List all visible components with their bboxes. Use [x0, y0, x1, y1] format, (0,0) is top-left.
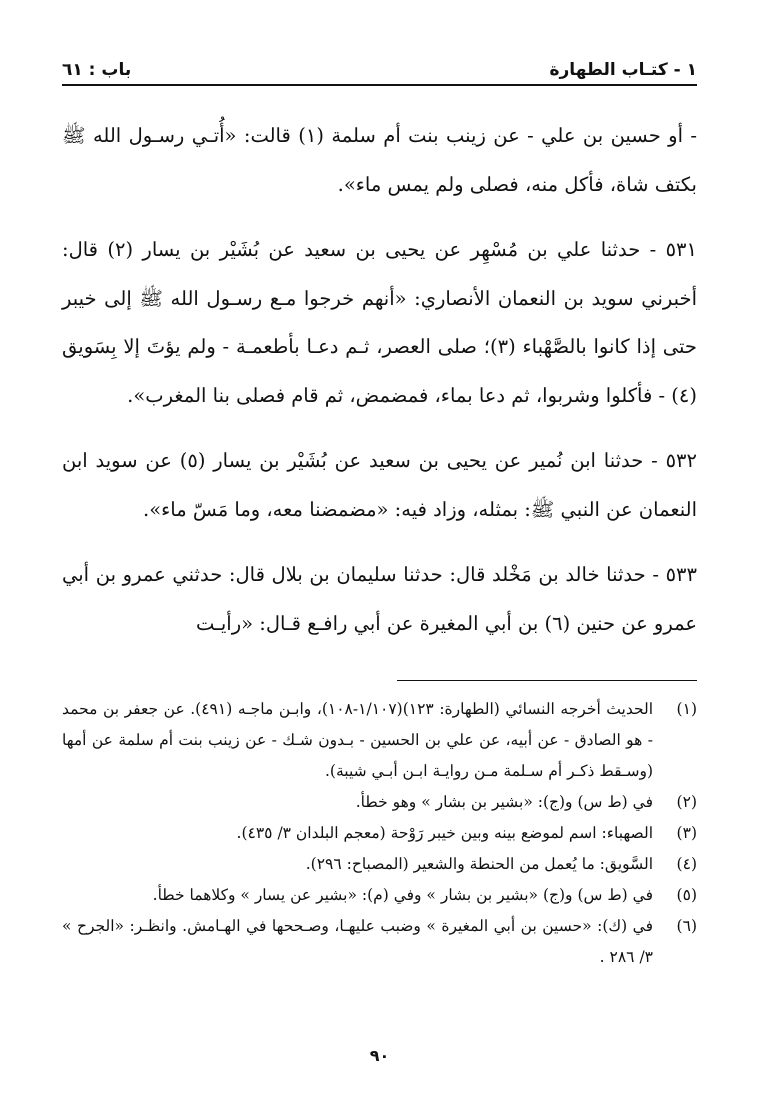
footnote — [62, 787, 697, 818]
footnote-text: في (ط س) و(ج) «بشير بن بشار » وفي (م): «بشير عن يسار » وكلاهما خطأ. — [152, 886, 653, 904]
footnote-text: السَّويق: ما يُعمل من الحنطة والشعير (المصباح: ٢٩٦). — [305, 855, 653, 873]
footnote — [62, 880, 697, 911]
footnotes — [62, 694, 697, 973]
paragraph: - أو حسين بن علي - عن زينب بنت أم سلمة (١) قالت: «أُتـي رسـول الله ﷺ بكتف شاة، فأكل منه، فصلى ولم يمس ماء». — [62, 124, 697, 196]
footnote-number: (٥) — [676, 886, 697, 904]
footnote-text: الحديث أخرجه النسائي (الطهارة: ١٢٣)(١/١٠٧-١٠٨)، وابـن ماجـه (٤٩١). عن جعفر بن محمد - هو الصادق - عن أبيه، عن علي بن الحسين - بـدون شـك - عن زينب بنت أم سلمة عن أمها (وسـقط ذكـر أم سـلمة مـن روايـة ابـن أبـي شيبة). — [62, 700, 654, 780]
page-number: ٩٠ — [369, 1046, 390, 1065]
footnote-text: في (ك): «حسين بن أبي المغيرة » وضبب عليهـا، وصـححها في الهـامش. وانظـر: «الجرح » ٣/ ٢٨٦ . — [62, 917, 653, 966]
running-header — [62, 40, 697, 86]
footnote-number: (٣) — [676, 824, 697, 842]
main-text — [62, 112, 697, 665]
paragraph: ٥٣٢ - حدثنا ابن نُمير عن يحيى بن سعيد عن بُشَيْر بن يسار (٥) عن سويد ابن النعمان عن النبي ﷺ: بمثله، وزاد فيه: «مضمضنا معه، وما مَسّ ماء». — [62, 449, 697, 521]
footnote-number: (٤) — [676, 855, 697, 873]
footnote-number: (٦) — [676, 917, 697, 935]
chapter-title: ١ - كتـاب الطهارة — [549, 60, 697, 80]
footnote — [62, 694, 697, 787]
footnote — [62, 911, 697, 973]
paragraph: ٥٣١ - حدثنا علي بن مُسْهِر عن يحيى بن سعيد عن بُشَيْر بن يسار (٢) قال: أخبرني سويد بن النعمان الأنصاري: «أنهم خرجوا مـع رسـول الله ﷺ إلى خيبر حتى إذا كانوا بالصَّهْباء (٣)؛ صلى العصر، ثـم دعـا بأطعمـة - ولم يؤتَ إلا بِسَويق (٤) - فأكلوا وشربوا، ثم دعا بماء، فمضمض، ثم قام فصلى بنا المغرب». — [62, 238, 697, 407]
footnote-text: الصهباء: اسم لموضع بينه وبين خيبر رَوْحة (معجم البلدان ٣/ ٤٣٥). — [236, 824, 653, 842]
footnote-separator — [397, 680, 697, 681]
paragraph: ٥٣٣ - حدثنا خالد بن مَخْلد قال: حدثنا سليمان بن بلال قال: حدثني عمرو بن أبي عمرو عن حنين (٦) بن أبي المغيرة عن أبي رافـع قـال: «رأيـت — [62, 563, 697, 635]
footnote — [62, 849, 697, 880]
footnote-number: (١) — [676, 700, 697, 718]
footnote-number: (٢) — [676, 793, 697, 811]
footnote — [62, 818, 697, 849]
footnote-text: في (ط س) و(ج): «بشير بن بشار » وهو خطأ. — [355, 793, 653, 811]
section-number: باب : ٦١ — [62, 60, 132, 80]
